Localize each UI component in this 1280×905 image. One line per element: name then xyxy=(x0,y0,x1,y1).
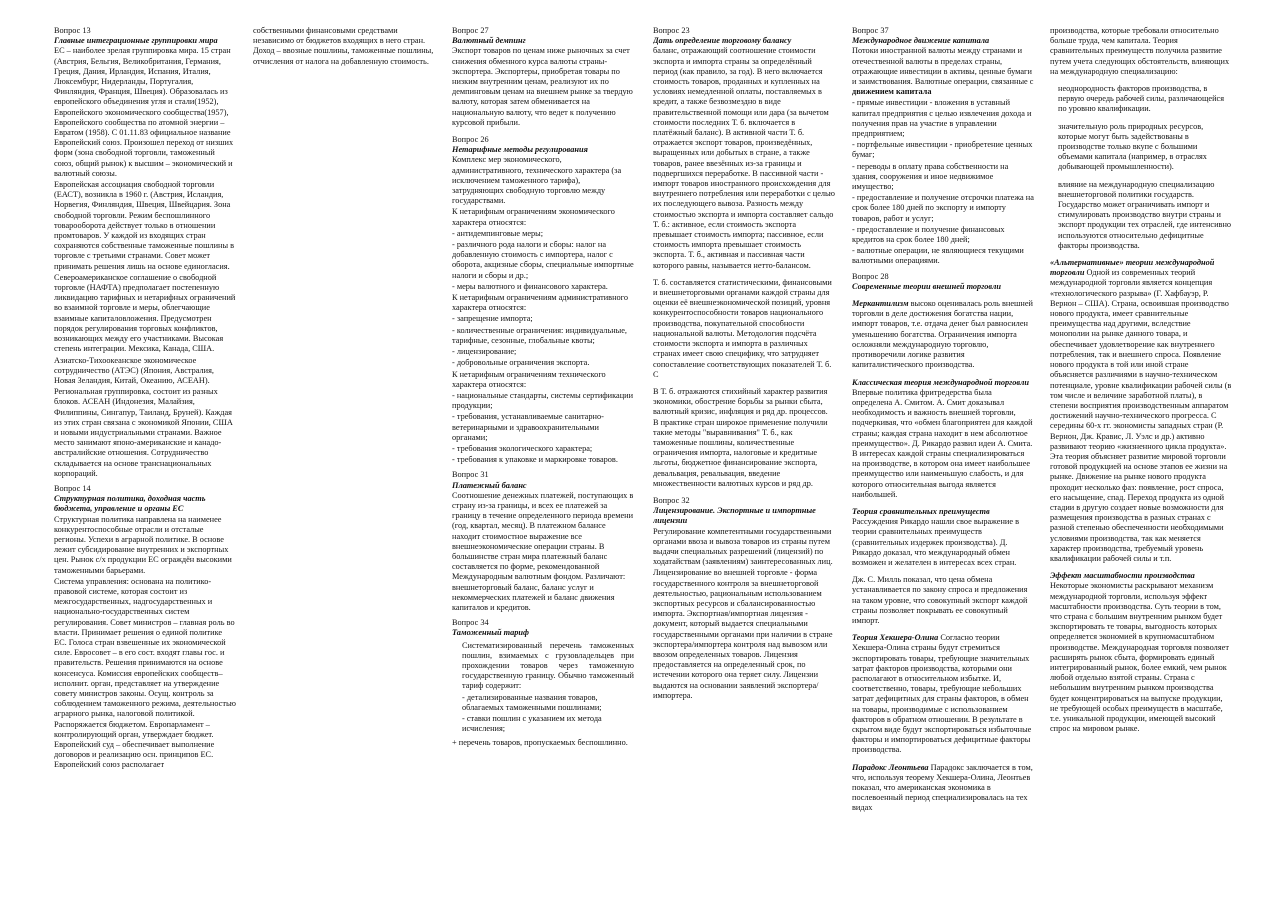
paragraph-continuation: производства, которые требовали относительно больше труда, чем капитала. Теория сравнительных преимуществ получила развитие путем учета следующих обстоятельств, влияющих на международную специализацию: xyxy=(1050,26,1230,76)
list-item: Систематизированный перечень таможенных пошлин, взимаемых с грузовладельцев при прохождении товаров через таможенную государственную границу. Обычно таможенный тариф содержит: xyxy=(462,640,634,691)
bullet-item: • неоднородность факторов производства, в первую очередь рабочей силы, различающейся по уровню квалификации. xyxy=(1058,84,1232,115)
theory-term: Теория сравнительных преимуществ xyxy=(852,506,990,516)
question-title: Нетарифные методы регулирования xyxy=(452,145,588,155)
paragraph: Дж. С. Милль показал, что цена обмена устанавливается по закону спроса и предложения на таком уровне, что совокупный экспорт каждой страны позволяет покрывать ее совокупный импорт. xyxy=(852,575,1028,625)
paragraph: Азиатско-Тихоокеанское экономическое сотрудничество (АТЭС) (Япония, Австралия, Новая Зеландия, Китай, Океанию, АСЕАН). xyxy=(54,355,214,385)
theory-term: Эффект масштабности производства xyxy=(1050,571,1195,581)
paragraph xyxy=(852,46,1034,97)
question-title: Платежный баланс xyxy=(452,480,527,490)
list-item: - количественные ограничения: индивидуальные, тарифные, сезонные, глобальные квоты; xyxy=(452,325,628,345)
list-item: - валютные операции, не являющиеся текущими валютными операциями. xyxy=(852,246,1024,266)
section-question-28 xyxy=(852,272,1034,814)
paragraph: баланс, отражающий соотношение стоимости экспорта и импорта страны за определённый период (как правило, за год). В него включается стоимость товаров, проданных и купленных на условиях немедленной оплаты, поставляемых в кредит, а также безвозмездно в виде правительственной помощи или дара (за вычетом стоимости последних Т. б. включается в платёжный баланс). В активной части Т. б. отражается экспорт товаров, произведённых, выращенных или добытых в стране, а также товаров, ранее ввезённых из-за границы и подвергшихся переработке. В пассивной части - импорт товаров иностранного происхождения для внутреннего потребления или переработки с целью их последующего вывоза. Разность между стоимостью экспорта и импорта составляет сальдо Т. б.: активное, если стоимость экспорта превышает стоимость импорта; пассивное, если стоимость импорта превышает стоимость экспорта. Т. б., активная и пассивная части которого равны, называется нетто-балансом. xyxy=(653,46,835,270)
question-number: Вопрос 14 xyxy=(54,483,91,493)
question-number: Вопрос 28 xyxy=(852,271,889,281)
list-item: - антидемпинговые меры; xyxy=(452,228,544,238)
question-number: Вопрос 32 xyxy=(653,495,690,505)
paragraph: Экспорт товаров по ценам ниже рыночных за счет снижения обменного курса валюты страны-экспортера. Экспортеры, приобретая товары по низким внутренним ценам, реализуют их по демпинговым ценам на внешнем рынке за твердую валюту, которая затем обменивается на национальную валюту, что ведет к получению курсовой прибыли. xyxy=(452,46,633,127)
text: Потоки иностранной валюты между странами и отечественной валюты в пределах страны, отражающие инвестиции в активы, ценные бумаги и заимствования. Валютные операции, связанные с xyxy=(852,46,1034,87)
column-4 xyxy=(653,26,835,896)
section-question-37 xyxy=(852,26,1034,267)
column-3 xyxy=(452,26,634,896)
paragraph: + перечень товаров, пропускаемых беспошлинно. xyxy=(452,738,628,748)
column-1 xyxy=(54,26,236,896)
question-title: Структурная политика, доходная часть бюджета, управление и органы ЕС xyxy=(54,494,206,514)
paragraph xyxy=(1050,258,1232,564)
text: высоко оценивалась роль внешней торговли в деле достижения богатства нации, импорт товаров, т.е. отдача денег был равносилен уменьшению богатства. Ограничения импорта осложняли международную торговлю, противоречили логике развития капиталистического производства. xyxy=(852,299,1033,370)
bullet-item: • влияние на международную специализацию внешнеторговой политики государств. Государство может ограничивать импорт и стимулировать производство внутри страны и экспорт продукции тех отраслей, где интенсивно используются относительно дефицитные факторы производства. xyxy=(1058,180,1232,251)
section-question-27 xyxy=(452,26,634,128)
question-number: Вопрос 26 xyxy=(452,135,489,145)
list-item: - меры валютного и финансового характера. xyxy=(452,281,608,291)
list-item: - детализированные названия товаров, облагаемых таможенными пошлинами; xyxy=(462,692,602,712)
paragraph xyxy=(852,763,1034,814)
text: Впервые политика фритредерства была определена А. Смитом. А. Смит доказывал необходимость и важность внешней торговли, подчеркивая, что «обмен благоприятен для каждой страны; каждая страна находит в нем абсолютное преимущество». Д. Рикардо развил идеи А. Смита. В интересах каждой страны специализироваться на производстве, в котором она имеет наибольшее преимущество или наименьшую слабость, и для которого относительная выгода является наибольшей. xyxy=(852,387,1033,499)
list-item: - предоставление и получение финансовых кредитов на срок более 180 дней; xyxy=(852,224,1005,245)
list-item: - предоставление и получение отсрочки платежа на срок более 180 дней по экспорту и импорту товаров, работ и услуг; xyxy=(852,193,1034,223)
section-question-23 xyxy=(653,26,835,489)
paragraph: Североамериканское соглашение о свободной торговле (НАФТА) предполагает постепенную ликвидацию тарифных и нетарифных ограничений во взаимной торговле и меры, облегчающие взаимные капиталовложения. Предусмотрен порядок регулирования торговых конфликтов, возникающих между его участниками. Высокая степень интеграции. Мексика, Канада, США. xyxy=(54,272,236,354)
paragraph: Лицензирование во внешней торговле - форма государственного контроля за внешнеторговой деятельностью, рациональным использованием экспортных ресурсов и сбалансированностью импорта. Экспортная/импортная лицензия - документ, который выдается специальными государственными органами при наличии в стране экспортера/импортера контроля над вывозом или ввозом определенных товаров. Лицензия предоставляется на определенный срок, по истечении которого она теряет силу. Лицензии выдаются на основании заявлений экспортера/импортера. xyxy=(653,568,833,700)
list-item: - требования, устанавливаемые санитарно-ветеринарными и здравоохранительными органами; xyxy=(452,412,604,442)
theory-term: Классическая теория международной торговли xyxy=(852,377,1029,387)
text: Одной из современных теорий международной торговли является концепция «технологического разрыва» (Г. Хафбауэр, Р. Вернон – США). Страна, освоившая производство нового продукта, имеет сравнительные преимущества над другими, вследствие монополии на рынке данного товара, и обеспечивает удовлетворение как внутреннего потребления, так и внешнего спроса. Появление нового продукта в той или иной стране объясняется различиями в научно-техническом потенциале, уровне квалификации рабочей силы (в том числе и величине заработной платы), в степени восприятия производственным аппаратом достижений научно-технического прогресса. С середины 60-х гг. экономисты западных стран (Р. Вернон, Дж. Кравис, Л. Уэлс и др.) активно развивают теорию «жизненного цикла продукта». Эта теория объясняет развитие мировой торговли готовой продукцией на основе этапов ее жизни на рынке. Движение на рынке нового продукта проходит несколько фаз: появление, рост спроса, его насыщение, спад. Переход продукта из одной стадии в другую создает новые возможности для размещения производства в разных странах с разной степенью обеспеченности необходимыми условиями производства, так как меняется характер производства, требуемый уровень квалификации рабочей силы и т.п. xyxy=(1050,268,1232,563)
list-item: - ставки пошлин с указанием их метода исчисления; xyxy=(462,714,602,734)
list-item: - переводы в оплату права собственности на здания, сооружения и иное недвижимое имущество; xyxy=(852,161,1009,192)
list-item: - требования экологического характера; xyxy=(452,443,593,453)
paragraph: Система управления: основана на политико-правовой системе, которая состоит из межгосударственных, надгосударственных и национально-государственных систем регулирования. Совет министров – главная роль во власти. Принимает решения о единой политике ЕС. Голоса стран взвешенные их экономической силе. Евросовет – в его сост. входят главы гос. и правительств. Решения принимаются на основе консенсуса. Комиссия европейских сообществ– исполнит. орган, представляет на утверждение совету министров законы. Осущ. контроль за соблюдением таможенного режима, деятельностью аграрного рынка, налоговой политикой. Распоряжается бюджетом. Европарламент – контролирующий орган, утверждает бюджет. Европейский суд – обеспечивает выполнение договоров и реализацию осн. принципов ЕС. Европейский союз располагает xyxy=(54,576,236,770)
list-heading: К нетарифным ограничениям технического характера относятся: xyxy=(452,369,606,389)
text: Некоторые экономисты раскрывают механизм международной торговли, используя эффект масштабности производства. Суть теории в том, что страна с большим внутренним рынком будет экспортировать те товары, выгодность которых определяется экономией в крупномасштабном производстве. Международная торговля позволяет расширять рынок сбыта, формировать единый интегрированный рынок, более емкий, чем рынок любой отдельно взятой страны. Страна с небольшим внутренним рынком производства будет концентрироваться на выпуске продукции, не требующей особых преимуществ в масштабе, т.е. уникальной продукции, имеющей высокий спрос на мировом рынке. xyxy=(1050,581,1229,734)
question-title: Дать определение торговому балансу xyxy=(653,36,792,46)
theory-term: Теория Хекшера-Олина xyxy=(852,633,939,643)
column-6 xyxy=(1050,26,1232,896)
list-item: - прямые инвестиции - вложения в уставный капитал предприятия с целью извлечения дохода и получения прав на участие в управлении предприятием; xyxy=(852,98,1032,139)
column-2 xyxy=(253,26,435,896)
question-number: Вопрос 27 xyxy=(452,26,489,35)
text: Рассуждения Рикардо нашли свое выражение в теории сравнительных преимуществ (сравнительных издержек производства). Д. Рикардо доказал, что международный обмен возможен и желателен в интересах всех стран. xyxy=(852,517,1020,567)
paragraph: Комплекс мер экономического, административного, технического характера (за исключением таможенного тарифа), затрудняющих свободную торговлю между государствами. xyxy=(452,155,622,206)
section-question-26 xyxy=(452,135,634,465)
paragraph: Т. б. составляется статистическими, финансовыми и внешнеторговыми органами каждой страны для оценки её внешнеэкономической позиций, уровня конкурентоспособности товаров национального производства, покупательной способности национальной валюты. Методология подсчёта стоимости экспорта и импорта в различных странах имеет свою специфику, что затрудняет сопоставление соответствующих показателей Т. б. С xyxy=(653,277,832,379)
question-title: Валютный демпинг xyxy=(452,36,526,46)
question-number: Вопрос 31 xyxy=(452,470,489,480)
theory-term: «Альтернативные» теории международной торговли xyxy=(1050,258,1215,278)
bullet-item: • значительную роль природных ресурсов, которые могут быть задействованы в производстве только вкупе с большими объемами капитала (например, в отраслях добывающей промышленности). xyxy=(1058,122,1232,173)
question-title: Таможенный тариф xyxy=(452,628,529,638)
section-question-13 xyxy=(54,26,236,479)
paragraph: Региональная группировка, состоит из разных блоков. АСЕАН (Индонезия, Малайзия, Филиппины, Сингапур, Таиланд, Бруней). Каждая из этих стран связана с экономикой Японии, США и новыми индустриальными странами. Важное место занимают японо-американские и канадо-австралийские отношения. Сотрудничество складывается на основе транснациональных корпораций. xyxy=(54,387,233,478)
paragraph-continuation: собственными финансовыми средствами независимо от бюджетов входящих в него стран. Доход – ввозные пошлины, таможенные пошлины, отчисления от налога на добавленную стоимость. xyxy=(253,26,434,66)
section-question-32 xyxy=(653,496,835,701)
question-number: Вопрос 13 xyxy=(54,26,91,35)
theory-term: Меркантилизм xyxy=(852,299,909,309)
paragraph xyxy=(852,507,1034,568)
question-number: Вопрос 23 xyxy=(653,26,690,35)
bold-term: движением капитала xyxy=(852,87,932,97)
list-item: - портфельные инвестиции - приобретение ценных бумаг; xyxy=(852,140,1033,160)
paragraph xyxy=(852,633,1034,755)
question-title: Современные теории внешней торговли xyxy=(852,281,1001,291)
bullet-list xyxy=(1058,84,1232,251)
list-item: - лицензирование; xyxy=(452,347,517,357)
theory-term: Парадокс Леонтьева xyxy=(852,762,929,772)
paragraph: ЕС – наиболее зрелая группировка мира. 15 стран (Австрия, Бельгия, Великобритания, Германия, Греция, Дания, Ирландия, Испания, Италия, Люксембург, Нидерланды, Португалия, Финляндия, Франция, Швеция). Образовалась из европейского объединения угля и стали(1952), Европейского экономического сообщества(1957), Европейского сообщества по атомной энергии – Евратом (1958). С 01.11.83 официальное название Европейский союз. Произошел переход от низших форм (зона свободной торговли, таможенный союз, общий рынок) к высшим – экономический и валютный союзы. xyxy=(54,46,234,178)
question-title: Лицензирование. Экспортные и импортные лицензии xyxy=(653,506,816,526)
section-question-34 xyxy=(452,618,634,748)
paragraph: В Т. б. отражаются стихийный характер развития экономики, обострение борьбы за рынки сбыта, валютный кризис, инфляция и ряд др. процессов. В практике стран широкое применение получили такие методы "выравнивания" Т. б., как таможенные пошлины, количественные ограничения импорта, налоговые и кредитные льготы, бюджетное финансирование экспорта, девальвация, ревальвация, введение множественности валютных курсов и ряд др. xyxy=(653,386,828,488)
section-question-31 xyxy=(452,470,634,613)
paragraph xyxy=(852,378,1034,500)
question-number: Вопрос 37 xyxy=(852,26,889,35)
list-item: - национальные стандарты, системы сертификации продукции; xyxy=(452,390,634,411)
paragraph: Европейская ассоциация свободной торговли (ЕАСТ), возникла в 1960 г. (Австрия, Исландия, Норвегия, Финляндия, Швеция, Швейцария. Зона свободной торговли. Режим беспошлинного товарооборота действует только в отношении промтоваров. У каждой из входящих стран сохраняются собственные таможенные пошлины в торговле с третьими странами. Совет может принимать решения лишь на основе единогласия. xyxy=(54,180,235,271)
paragraph xyxy=(852,299,1034,370)
section-question-14 xyxy=(54,484,236,771)
paragraph xyxy=(1050,571,1232,734)
list-item: - различного рода налоги и сборы: налог на добавленную стоимость с импортера, налог с оборота, акцизные сборы, специальные импортные налоги и сборы и др.; xyxy=(452,240,634,280)
paragraph: Соотношение денежных платежей, поступающих в страну из-за границы, и всех ее платежей за границу в течение определенного периода времени (год, квартал, месяц). В платежном балансе находит стоимостное выражение все внешнеэкономические операции страны. В большинстве стран мира платежный баланс составляется по форме, рекомендованной Международным валютным фондом. Различают: внешнеторговый баланс, баланс услуг и некоммерческих платежей и баланс движения капиталов и кредитов. xyxy=(452,490,634,612)
question-title: Международное движение капитала xyxy=(852,36,990,46)
paragraph: Регулирование компетентными государственными органами ввоза и вывоза товаров из страны путем выдачи специальных разрешений (лицензий) по ходатайствам (заявлениям) заинтересованных лиц. xyxy=(653,526,833,567)
text: Согласно теории Хекшера-Олина страны будут стремиться экспортировать товары, требующие значительных затрат факторов производства, которыми они располагают в относительном избытке. И, соответственно, товары, требующие небольших затрат дефицитных для страны факторов, в обмен на товары, производимые с использованием факторов в обратном отношении. В результате в скрытом виде будут экспортироваться избыточные факторы и импортироваться дефицитные факторы производства. xyxy=(852,633,1032,755)
question-number: Вопрос 34 xyxy=(452,618,489,628)
paragraph: Структурная политика направлена на наименее конкурентоспособные отрасли и отсталые регионы. Успехи в аграрной политике. В основе лежит субсидирование внутренних и экспортных цен. Рынок с/х продукции ЕС ограждён высокими таможенными барьерами. xyxy=(54,514,232,575)
tariff-list xyxy=(452,641,634,735)
column-5 xyxy=(852,26,1034,896)
list-item: - запрещение импорта; xyxy=(452,314,533,324)
text: Парадокс заключается в том, что, используя теорему Хекшера-Олина, Леонтьев показал, что американская экономика в послевоенный период специализировалась на тех видах xyxy=(852,762,1033,813)
list-item: - добровольные ограничения экспорта. xyxy=(452,358,590,368)
list-heading: К нетарифным ограничениям экономического характера относятся: xyxy=(452,207,615,227)
list-item: - требования к упаковке и маркировке товаров. xyxy=(452,455,618,465)
question-title: Главные интеграционные группировки мира xyxy=(54,36,218,46)
list-heading: К нетарифным ограничениям административного характера относятся: xyxy=(452,293,629,313)
